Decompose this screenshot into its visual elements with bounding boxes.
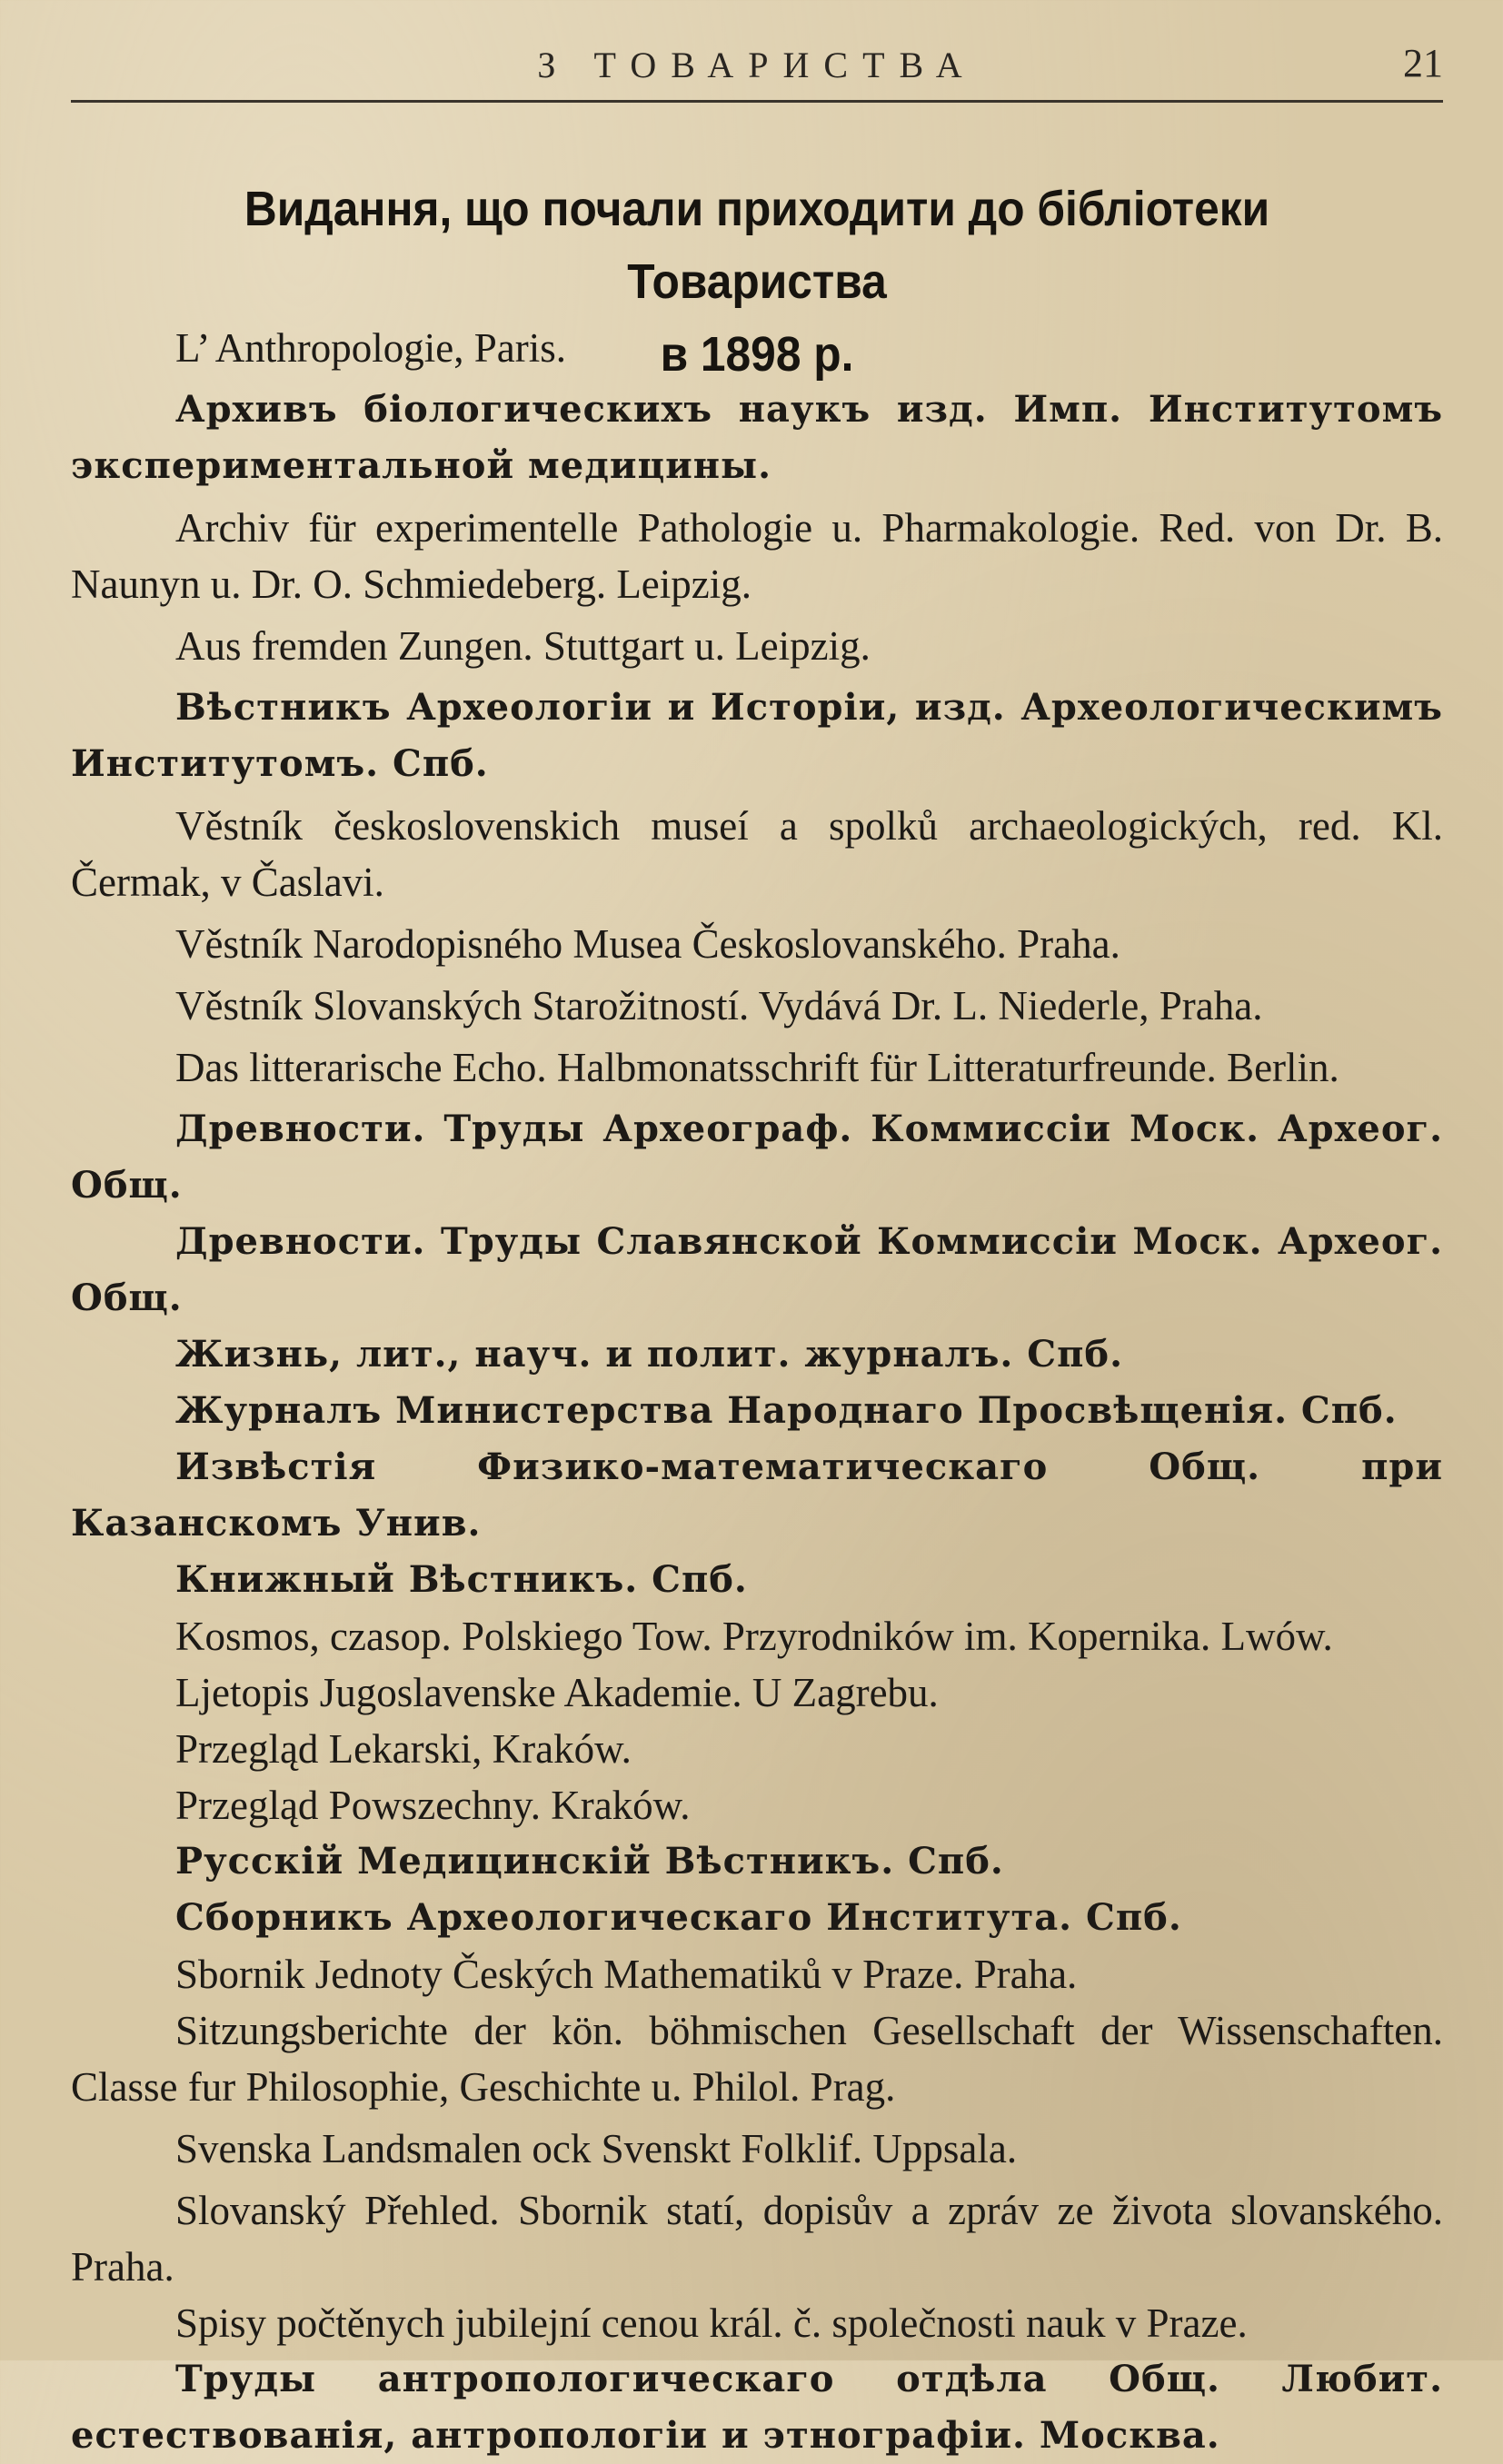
list-item: Сборникъ Археологическаго Института. Спб. bbox=[175, 1896, 1182, 1939]
list-item: Slovanský Přehled. Sbornik statí, dopisův a zpráv ze života slovanského. Praha. bbox=[71, 2188, 1443, 2290]
list-item: Жизнь, лит., науч. и полит. журналъ. Спб. bbox=[175, 1333, 1123, 1376]
list-item: Věstník Narodopisného Musea Českoslovanského. Praha. bbox=[175, 921, 1120, 967]
list-item: Sbornik Jednoty Českých Mathematiků v Praze. Praha. bbox=[175, 1952, 1078, 1997]
list-item: Archiv für experimentelle Pathologie u. Pharmakologie. Red. von Dr. B. Naunyn u. Dr. O. Schmiedeberg. Leipzig. bbox=[71, 505, 1443, 607]
list-item: Spisy počtěnych jubilejní cenou král. č. společnosti nauk v Praze. bbox=[175, 2300, 1248, 2346]
list-item: Przegląd Powszechny. Kraków. bbox=[175, 1783, 691, 1828]
list-item: Sitzungsberichte der kön. böhmischen Gesellschaft der Wissenschaften. Classe fur Philosophie, Geschichte u. Philol. Prag. bbox=[71, 2008, 1443, 2110]
list-item: Русскій Медицинскій Вѣстникъ. Спб. bbox=[175, 1840, 1004, 1883]
section-title-line-1: Видання, що почали приходити до бібліотеки Товариства bbox=[244, 182, 1270, 309]
list-item: Das litterarische Echo. Halbmonatsschrift für Litteraturfreunde. Berlin. bbox=[175, 1045, 1339, 1090]
list-item: Архивъ біологическихъ наукъ изд. Имп. Институтомъ экспериментальной медицины. bbox=[71, 388, 1443, 487]
list-item: L’ Anthropologie, Paris. bbox=[175, 325, 566, 371]
header-rule bbox=[71, 100, 1443, 103]
list-item: Ljetopis Jugoslavenske Akademie. U Zagrebu. bbox=[175, 1670, 939, 1715]
list-item: Древности. Труды Археограф. Коммиссіи Моск. Археог. Общ. bbox=[71, 1108, 1443, 1207]
running-head: З ТОВАРИСТВА bbox=[537, 45, 977, 85]
page-header bbox=[71, 36, 1443, 100]
publication-list bbox=[71, 320, 1443, 2464]
list-item: Книжный Вѣстникъ. Спб. bbox=[175, 1558, 748, 1601]
list-item: Věstník československich museí a spolků archaeologických, red. Kl. Čermak, v Časlavi. bbox=[71, 803, 1443, 905]
list-item: Древности. Труды Славянской Коммиссіи Моск. Археог. Общ. bbox=[71, 1220, 1443, 1319]
page-number: 21 bbox=[1403, 41, 1443, 85]
list-item: Вѣстникъ Археологіи и Исторіи, изд. Археологическимъ Институтомъ. Спб. bbox=[71, 686, 1443, 785]
list-item: Журналъ Министерства Народнаго Просвѣщенія. Спб. bbox=[175, 1389, 1398, 1432]
list-item: Svenska Landsmalen ock Svenskt Folklif. Uppsala. bbox=[175, 2126, 1018, 2171]
list-item: Труды антропологическаго отдѣла Общ. Любит. естествованія, антропологіи и этнографіи. Москва. bbox=[71, 2358, 1443, 2457]
list-item: Przegląd Lekarski, Kraków. bbox=[175, 1726, 632, 1772]
list-item: Извѣстія Физико-математическаго Общ. при Казанскомъ Унив. bbox=[71, 1446, 1443, 1545]
list-item: Věstník Slovanských Starožitností. Vydává Dr. L. Niederle, Praha. bbox=[175, 983, 1263, 1028]
list-item: Kosmos, czasop. Polskiego Tow. Przyrodników im. Kopernika. Lwów. bbox=[175, 1614, 1333, 1659]
section-title-line-2: в 1898 р. bbox=[660, 327, 854, 382]
list-item: Aus fremden Zungen. Stuttgart u. Leipzig. bbox=[175, 623, 871, 669]
